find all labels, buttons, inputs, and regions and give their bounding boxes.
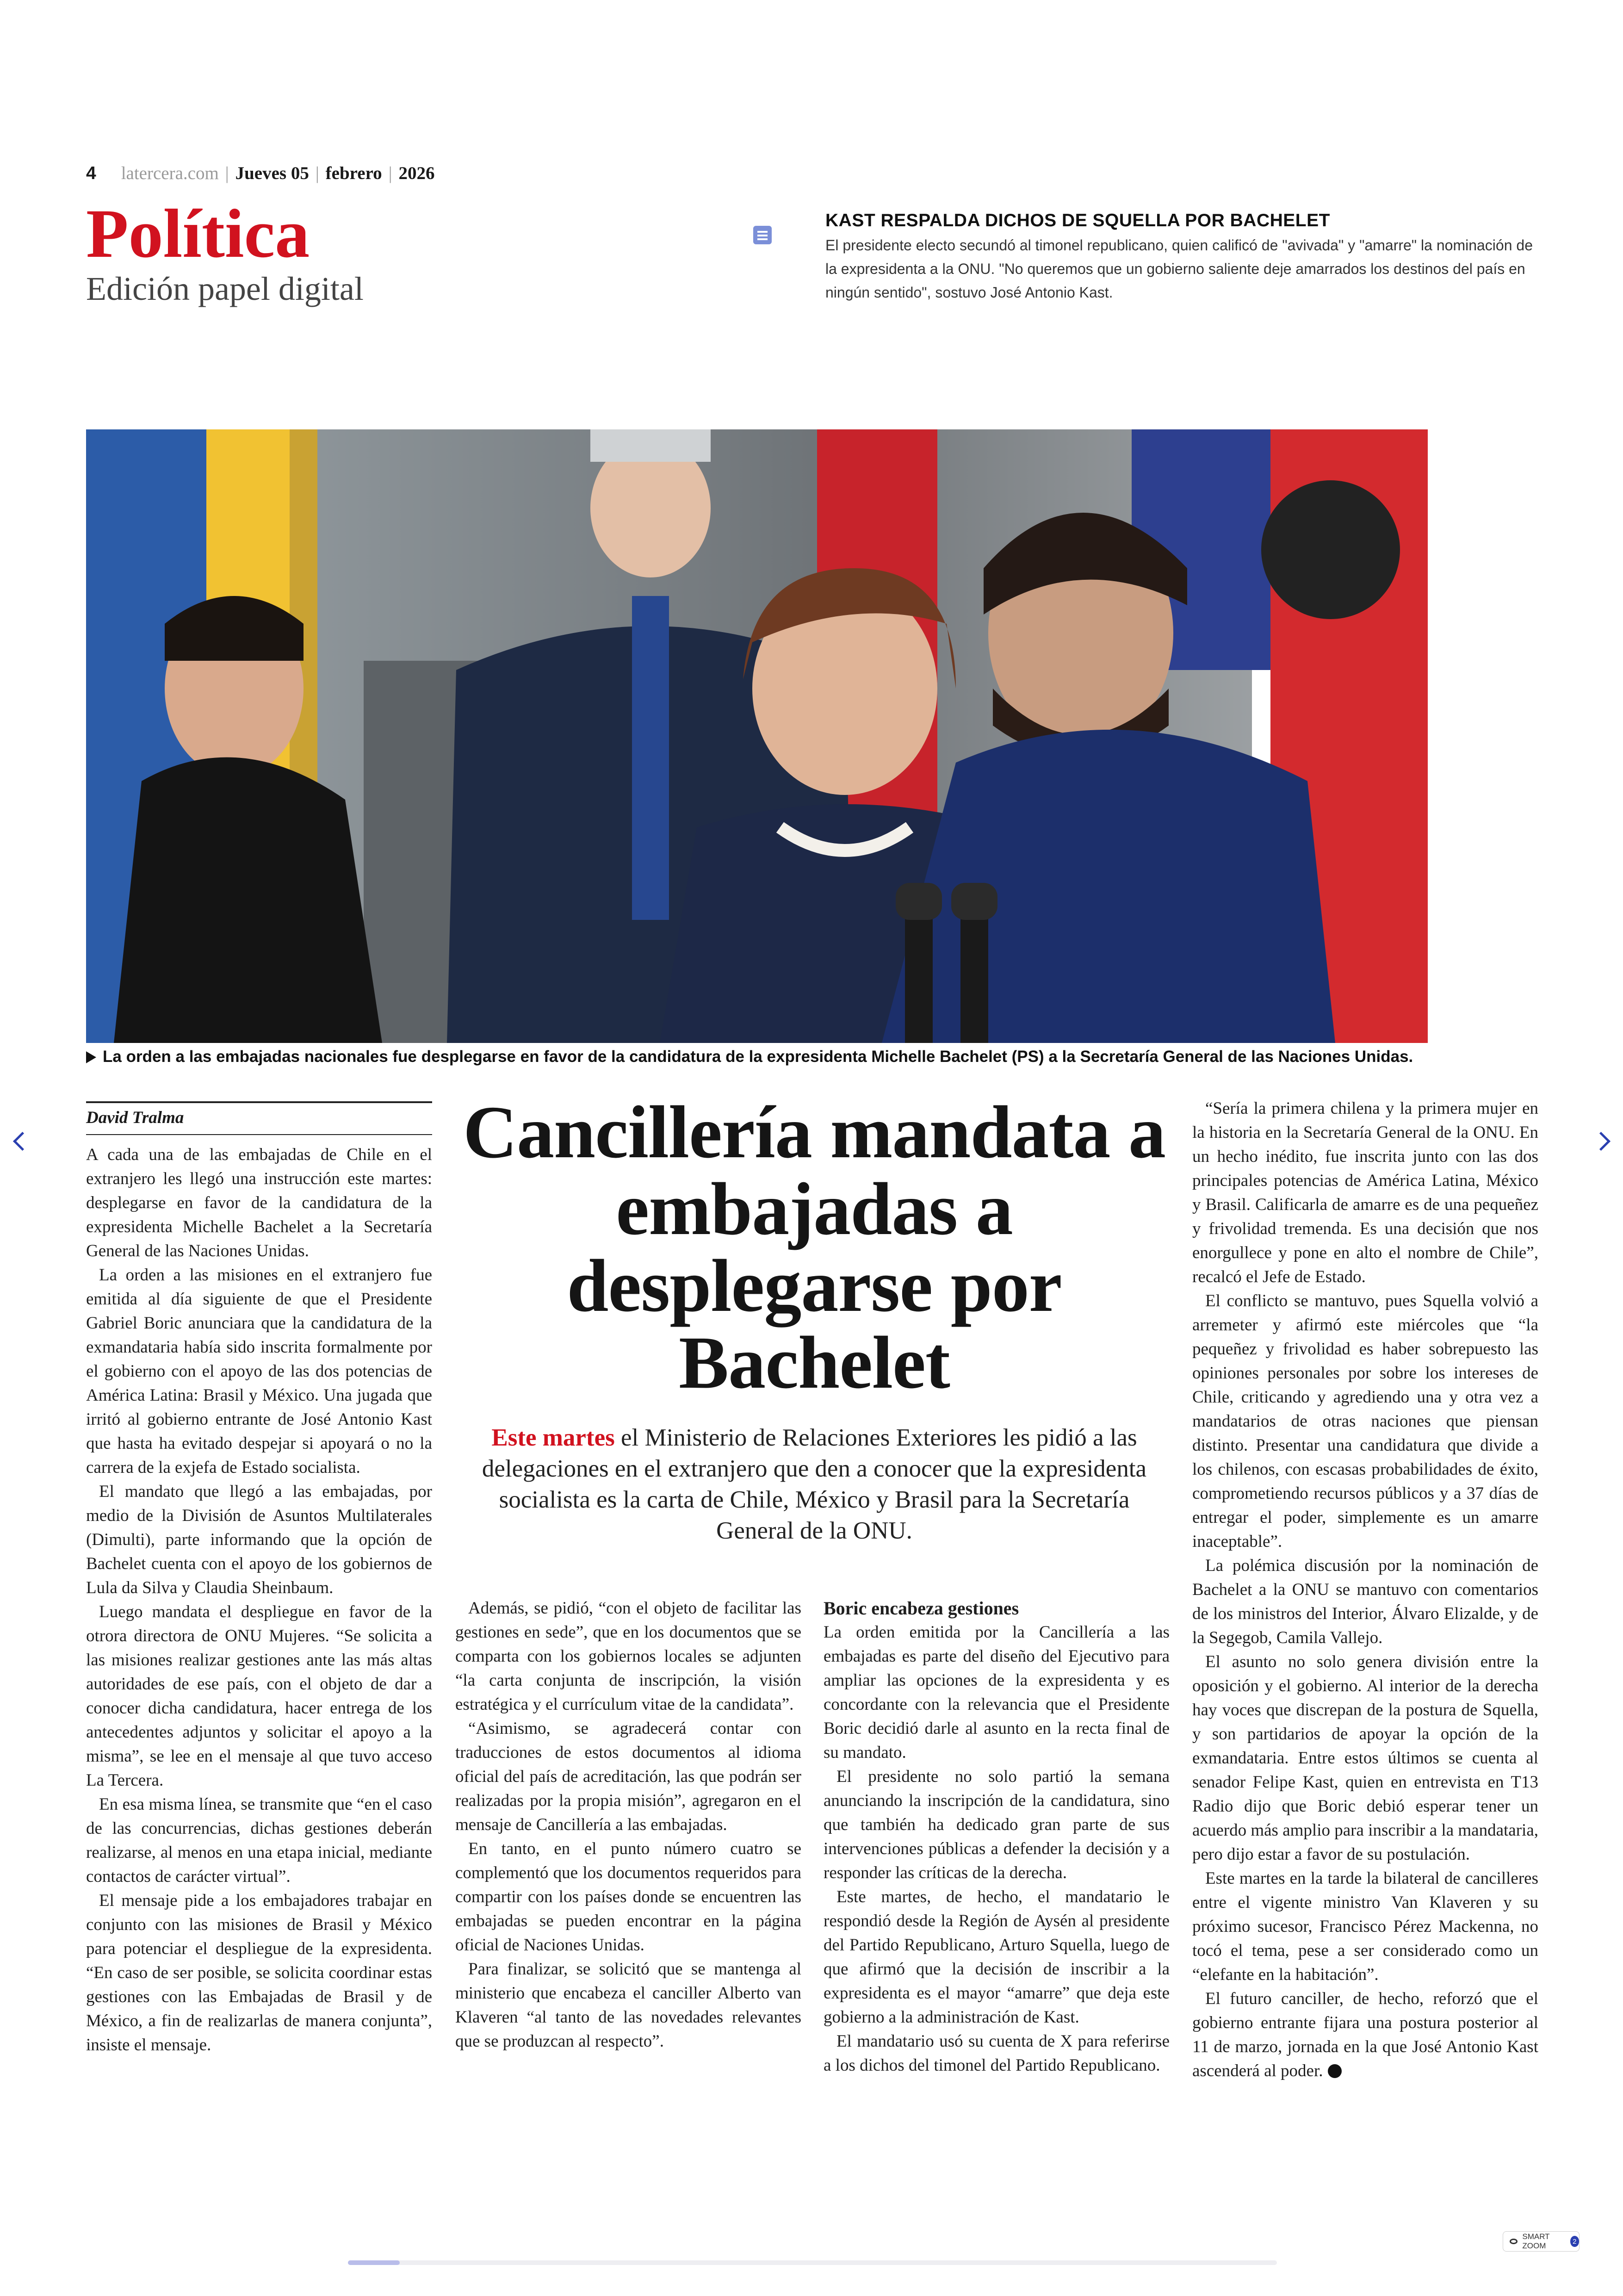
lede-text: el Ministerio de Relaciones Exteriores les pidió a las delegaciones en el extranjero que den a conocer que la expresidenta socialista es la carta de Chile, México y Brasil para la Secretaría General de la ONU. [482, 1424, 1147, 1544]
article-column-2 [455, 1596, 801, 2054]
paragraph: Para finalizar, se solicitó que se mantenga al ministerio que encabeza el canciller Alberto van Klaveren “al tanto de las novedades relevantes que se produzcan al respecto”. [455, 1960, 801, 2051]
teaser-title: KAST RESPALDA DICHOS DE SQUELLA POR BACHELET [825, 211, 1330, 230]
teaser-text: El presidente electo secundó al timonel republicano, quien calificó de "avivada" y "amarre" la nominación de la expresidenta a la ONU. "No queremos que un gobierno saliente deje amarrados los destinos del país en ningún sentido", sostuvo José Antonio Kast. [825, 237, 1533, 301]
byline: David Tralma [86, 1101, 432, 1128]
article-column-4 [1192, 1097, 1538, 2083]
folio-separator: | [225, 163, 229, 183]
paragraph: En esa misma línea, se transmite que “en el caso de las concurrencias, dichas gestiones deberán realizarse, al menos en una etapa inicial, mediante contactos de carácter virtual”. [86, 1795, 432, 1886]
paragraph [1192, 1987, 1538, 2083]
article-column-1 [86, 1143, 432, 2057]
edition-label: Edición papel digital [86, 270, 364, 307]
page-scrollbar-thumb[interactable] [348, 2260, 400, 2265]
paragraph: El asunto no solo genera división entre la oposición y el gobierno. Al interior de la derecha hay voces que discrepan de la postura de Squella, y son partidarios de apoyar la opción de la exmandataria. Entre estos últimos se cuenta al senador Felipe Kast, quien en entrevista en T13 Radio dijo que Boric debió esperar tener un acuerdo más amplio para inscribir a la mandataria, pero dijo estar a favor de su postulación. [1192, 1652, 1538, 1864]
caption-text: La orden a las embajadas nacionales fue desplegarse en favor de la candidatura de la expresidenta Michelle Bachelet (PS) a la Secretaría General de las Naciones Unidas. [103, 1048, 1413, 1066]
paragraph: A cada una de las embajadas de Chile en el extranjero les llegó una instrucción este martes: desplegarse en favor de la candidatura de la expresidenta Michelle Bachelet a la Secretaría General de las Naciones Unidas. [86, 1145, 432, 1260]
paragraph: Este martes en la tarde la bilateral de cancilleres entre el vigente ministro Van Klaveren y su próximo sucesor, Francisco Pérez Mackenna, no tocó el tema, pese a ser considerado como un “elefante en la habitación”. [1192, 1869, 1538, 1984]
paragraph: “Asimismo, se agradecerá contar con traducciones de estos documentos al idioma oficial del país de acreditación, las que podrán ser realizadas por la propia misión”, agregaron en el mensaje de Cancillería a las embajadas. [455, 1719, 801, 1834]
article-photo [86, 429, 1538, 1043]
folio [86, 163, 435, 184]
eye-icon [1510, 2239, 1518, 2244]
smart-zoom-label: SMART ZOOM [1522, 2232, 1550, 2250]
lede-highlight: Este martes [491, 1424, 615, 1451]
paragraph: En tanto, en el punto número cuatro se complementó que los documentos requeridos para compartir con los países donde se encuentren las embajadas se pueden encontrar en la página oficial de Naciones Unidas. [455, 1839, 801, 1955]
teaser-box [825, 211, 1538, 304]
folio-separator: | [388, 163, 392, 183]
paragraph: El conflicto se mantuvo, pues Squella volvió a arremeter y afirmó este miércoles que “la pequeñez y frivolidad es haber sobrepuesto las opiniones personales por sobre los intereses de Chile, criticando y agrediendo una y otra vez a mandatarios de otras naciones que piensan distinto. Presentar una candidatura que divide a los chilenos, con escasas probabilidades de éxito, comprometiendo recursos públicos y a 37 días de entregar el poder, simplemente es un amarre inaceptable”. [1192, 1291, 1538, 1551]
paragraph: Además, se pidió, “con el objeto de facilitar las gestiones en sede”, que en los documentos que se comparta con los gobiernos locales se adjunten “la carta conjunta de inscripción, la visión estratégica y el currículum vitae de la candidata”. [455, 1599, 801, 1714]
zoom-badge: 2 [1570, 2236, 1580, 2247]
next-page-arrow-icon[interactable] [1592, 1132, 1611, 1151]
subheading: Boric encabeza gestiones [824, 1598, 1019, 1619]
paragraph: “Sería la primera chilena y la primera mujer en la historia en la Secretaría General de la ONU. En un hecho inédito, fue inscrita junto con las dos principales potencias de América Latina, México y Brasil. Calificarla de amarre es de una pequeñez y frivolidad tremenda. Es una decisión que nos enorgullece y pone en alto el nombre de Chile”, recalcó el Jefe de Estado. [1192, 1099, 1538, 1286]
previous-page-arrow-icon[interactable] [13, 1132, 32, 1151]
paragraph: Luego mandata el despliegue en favor de la otrora directora de ONU Mujeres. “Se solicita a las misiones realizar gestiones ante las más altas autoridades de ese país, con el objeto de dar a conocer dicha candidatura, hacer entrega de los antecedentes adjuntos y solicitar el apoyo a la misma”, se lee en el mensaje al que tuvo acceso La Tercera. [86, 1602, 432, 1790]
article-headline: Cancillería mandata a embajadas a desplegarse por Bachelet [463, 1091, 1165, 1404]
section-title: Política [86, 195, 310, 272]
paragraph-text: El futuro canciller, de hecho, reforzó que el gobierno entrante fijara una postura posterior al 11 de marzo, jornada en la que José Antonio Kast ascenderá al poder. [1192, 1989, 1538, 2080]
paragraph: El presidente no solo partió la semana anunciando la inscripción de la candidatura, sino que también ha dedicado gran parte de sus intervenciones públicas a defender la decisión y a responder las críticas de la derecha. [824, 1767, 1170, 1882]
photo-caption [86, 1048, 1539, 1066]
paragraph: El mandatario usó su cuenta de X para referirse a los dichos del timonel del Partido Republicano. [824, 2032, 1170, 2075]
folio-day: Jueves 05 [235, 163, 309, 183]
paragraph: La polémica discusión por la nominación de Bachelet a la ONU se mantuvo con comentarios de los ministros del Interior, Álvaro Elizalde, y de la Segegob, Camila Vallejo. [1192, 1556, 1538, 1647]
folio-month: febrero [325, 163, 382, 183]
page-number: 4 [86, 163, 96, 183]
smart-zoom-button[interactable] [1503, 2231, 1580, 2252]
paragraph: El mandato que llegó a las embajadas, por medio de la División de Asuntos Multilaterales (Dimulti), parte informando que la opción de Bachelet cuenta con el apoyo de los gobiernos de Lula da Silva y Claudia Sheinbaum. [86, 1482, 432, 1597]
paragraph: El mensaje pide a los embajadores trabajar en conjunto con las misiones de Brasil y México para potenciar el despliegue de la expresidenta. “En caso de ser posible, se solicita coordinar estas gestiones con las Embajadas de Brasil y de México, a fin de realizarlas de manera conjunta”, insiste el mensaje. [86, 1891, 432, 2054]
paragraph: Este martes, de hecho, el mandatario le respondió desde la Región de Aysén al presidente del Partido Republicano, Arturo Squella, luego de que afirmó que la decisión de inscribir a la expresidenta es el mayor “amarre” que deja este gobierno a la administración de Kast. [824, 1887, 1170, 2027]
site-name: latercera.com [121, 163, 219, 183]
photo-illustration [86, 429, 1538, 1043]
folio-year: 2026 [398, 163, 435, 183]
page-scrollbar[interactable] [348, 2260, 1277, 2265]
article-lede [465, 1422, 1164, 1546]
paragraph: La orden a las misiones en el extranjero fue emitida al día siguiente de que el Presidente Gabriel Boric anunciara que la candidatura de la exmandataria había sido inscrita formalmente por el gobierno con el apoyo de las dos potencias de América Latina: Brasil y México. Una jugada que irritó al gobierno entrante de José Antonio Kast que hasta ha evitado despejar si apoyará o no la carrera de la exjefa de Estado socialista. [86, 1266, 432, 1477]
caption-triangle-icon [86, 1051, 96, 1063]
end-mark-icon [1328, 2064, 1342, 2078]
paragraph: La orden emitida por la Cancillería a las embajadas es parte del diseño del Ejecutivo para ampliar las opciones de la expresidenta y es concordante con la relevancia que el Presidente Boric decidió darle al asunto en la recta final de su mandato. [824, 1623, 1170, 1762]
article-column-3 [824, 1596, 1170, 2078]
note-icon[interactable] [753, 226, 772, 244]
byline-rule [86, 1134, 432, 1135]
folio-separator: | [315, 163, 319, 183]
